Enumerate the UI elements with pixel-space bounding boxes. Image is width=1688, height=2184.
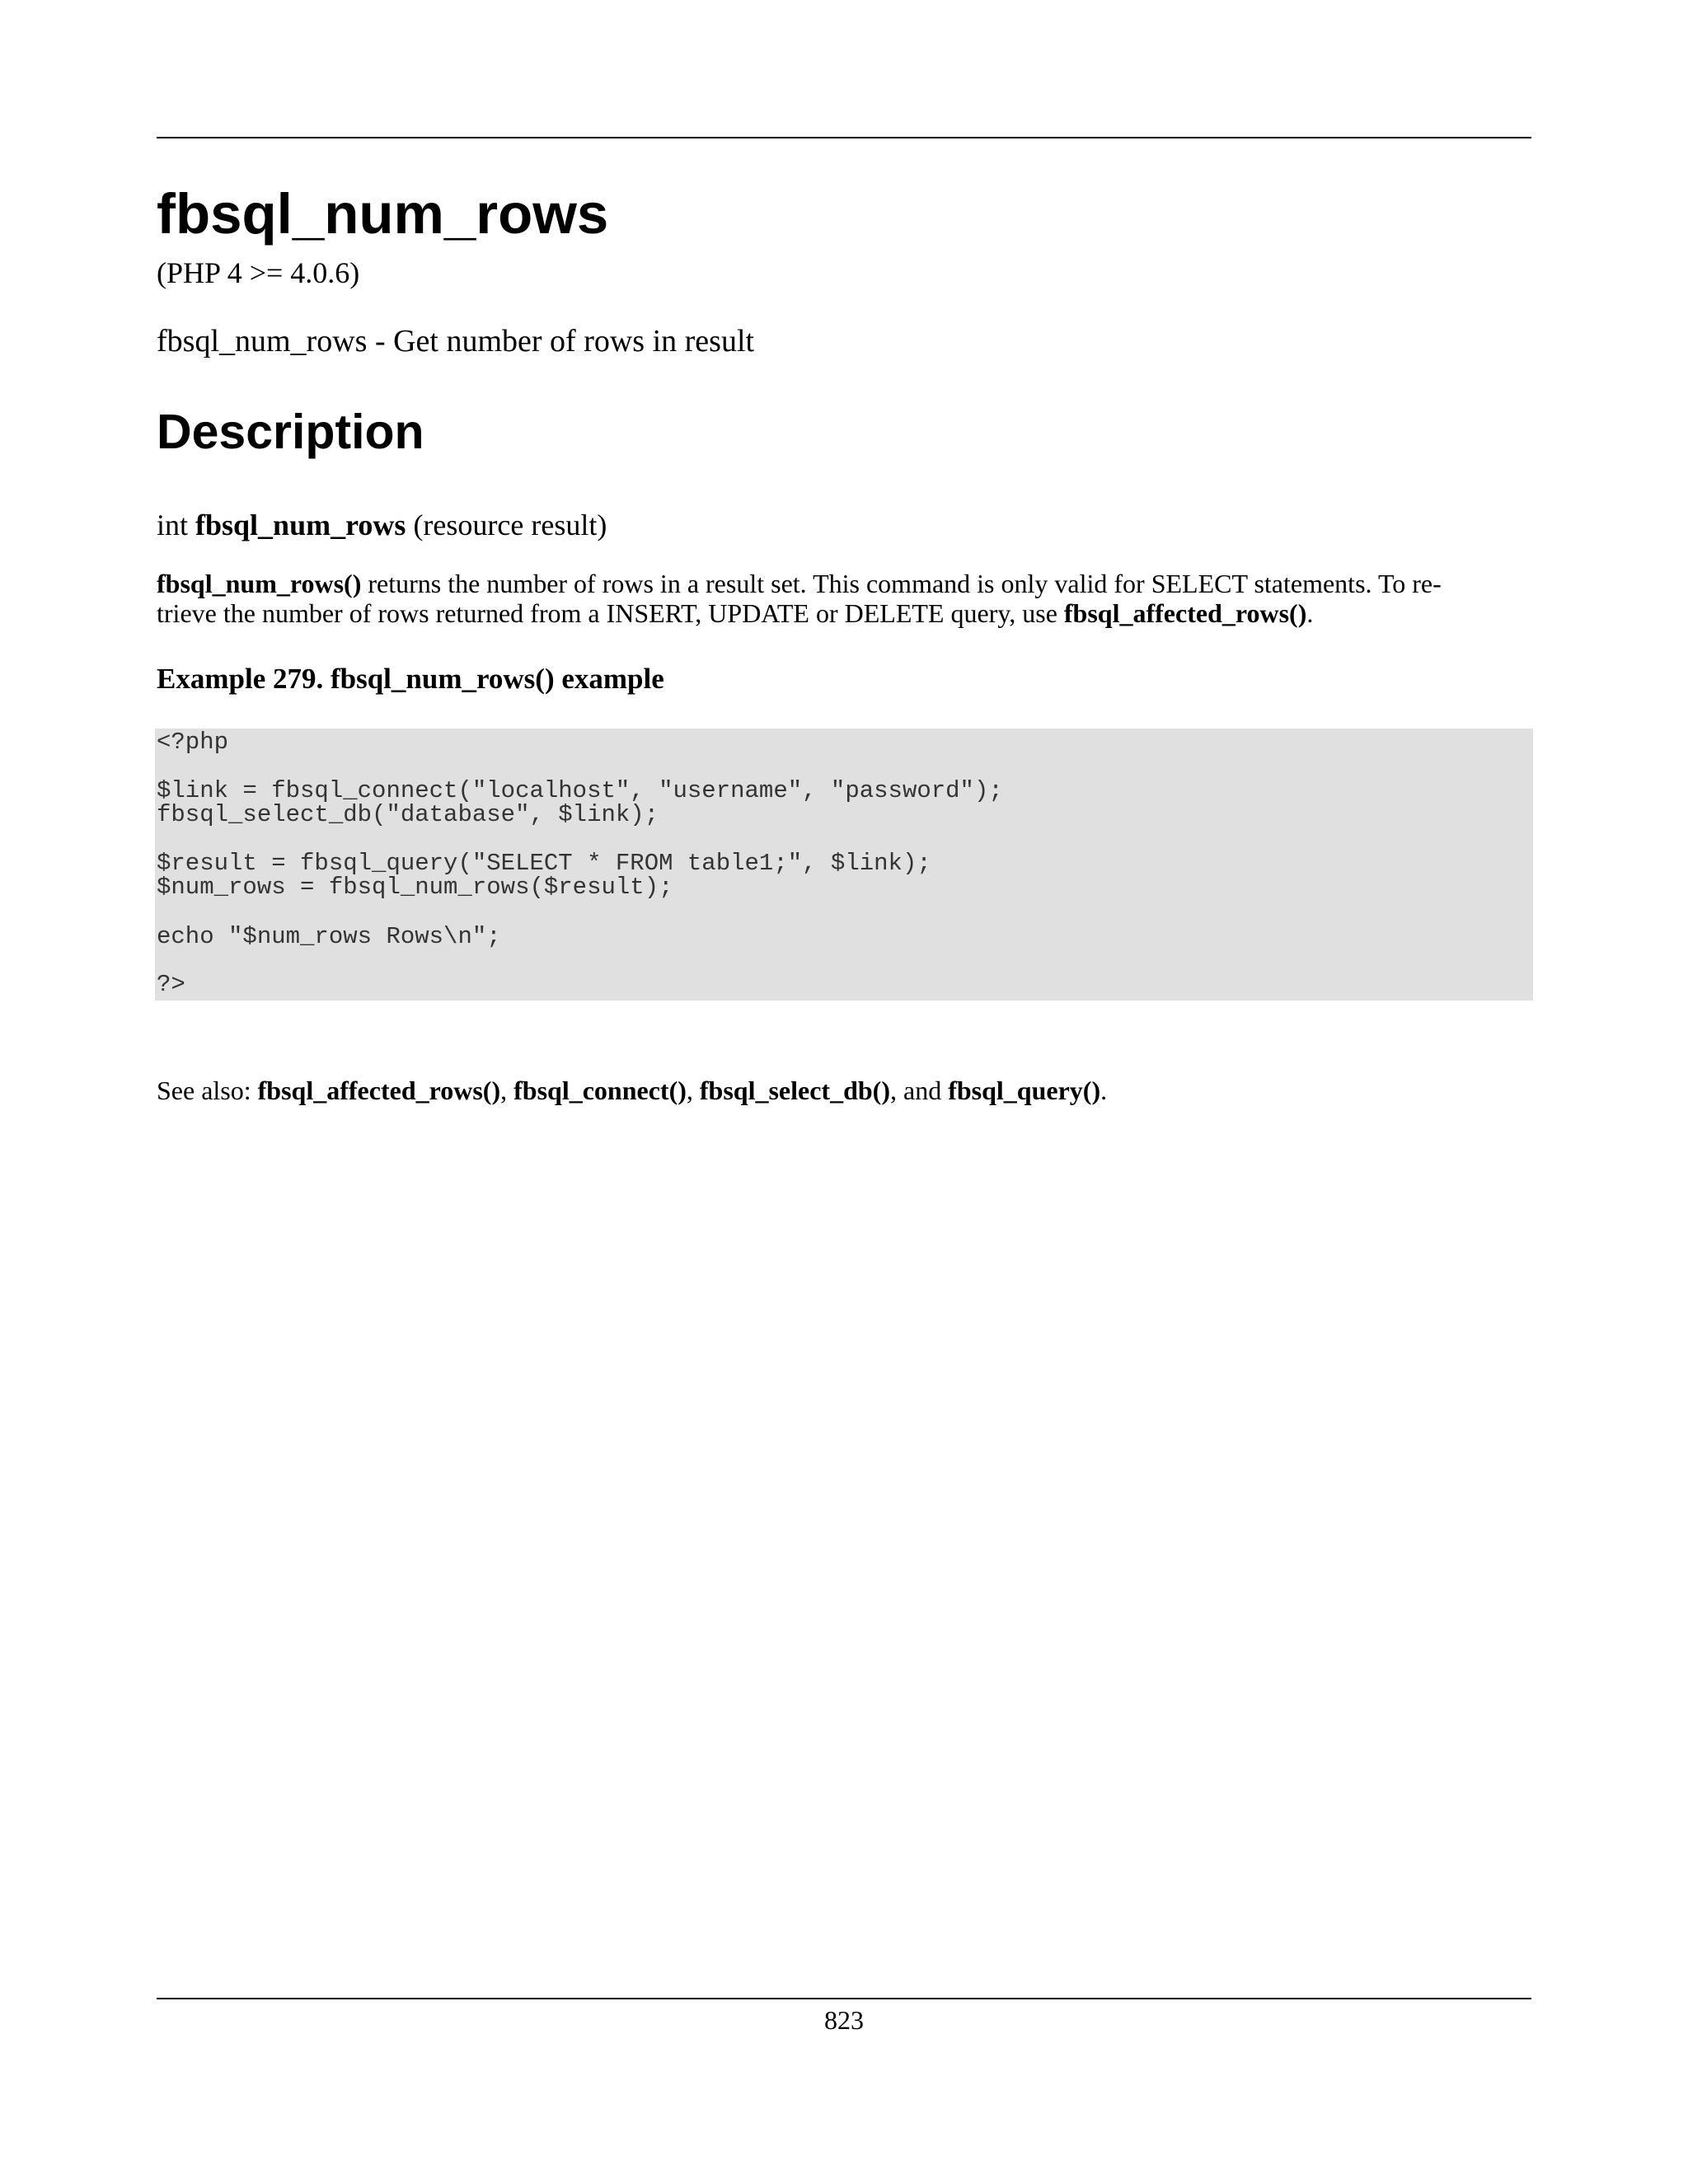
see-also xyxy=(157,1076,1107,1105)
see-also-separator: , and xyxy=(889,1076,949,1105)
see-also-link[interactable]: fbsql_query() xyxy=(948,1076,1101,1105)
return-type: int xyxy=(157,509,189,541)
function-synopsis xyxy=(157,509,607,542)
see-also-link[interactable]: fbsql_connect() xyxy=(513,1076,687,1105)
manual-page xyxy=(157,0,1531,2184)
affected-rows-ref: fbsql_affected_rows() xyxy=(1063,598,1307,628)
function-summary: fbsql_num_rows - Get number of rows in result xyxy=(157,324,755,359)
synopsis-params: (resource result) xyxy=(413,509,607,541)
header-rule xyxy=(157,137,1531,138)
code-line: ?> xyxy=(157,971,185,998)
code-example xyxy=(155,729,1533,1001)
see-also-label: See also: xyxy=(157,1076,258,1105)
section-heading-description: Description xyxy=(157,405,424,459)
see-also-end: . xyxy=(1100,1076,1108,1105)
footer-rule xyxy=(157,1998,1531,1999)
page-number: 823 xyxy=(824,2005,864,2035)
see-also-separator: , xyxy=(500,1076,514,1105)
code-line: $num_rows = fbsql_num_rows($result); xyxy=(157,874,673,901)
lead-function-ref: fbsql_num_rows() xyxy=(157,569,362,598)
code-line: echo "$num_rows Rows\n"; xyxy=(157,923,501,950)
description-line-1: returns the number of rows in a result set. This command is only valid for SELECT statements. To re- xyxy=(361,569,1442,598)
example-title: Example 279. fbsql_num_rows() example xyxy=(157,663,664,695)
code-line: <?php xyxy=(157,729,229,756)
see-also-separator: , xyxy=(686,1076,700,1105)
code-line: $link = fbsql_connect("localhost", "username", "password"); xyxy=(157,777,1003,804)
see-also-link[interactable]: fbsql_affected_rows() xyxy=(257,1076,501,1105)
code-line: $result = fbsql_query("SELECT * FROM table1;", $link); xyxy=(157,850,931,877)
see-also-link[interactable]: fbsql_select_db() xyxy=(699,1076,890,1105)
synopsis-function-name: fbsql_num_rows xyxy=(195,509,406,541)
code-line: fbsql_select_db("database", $link); xyxy=(157,801,659,828)
version-info: (PHP 4 >= 4.0.6) xyxy=(157,256,360,289)
page-title: fbsql_num_rows xyxy=(157,182,609,246)
description-end: . xyxy=(1306,598,1314,628)
description-paragraph xyxy=(157,569,1531,628)
description-line-2: trieve the number of rows returned from a INSERT, UPDATE or DELETE query, use xyxy=(157,598,1064,628)
